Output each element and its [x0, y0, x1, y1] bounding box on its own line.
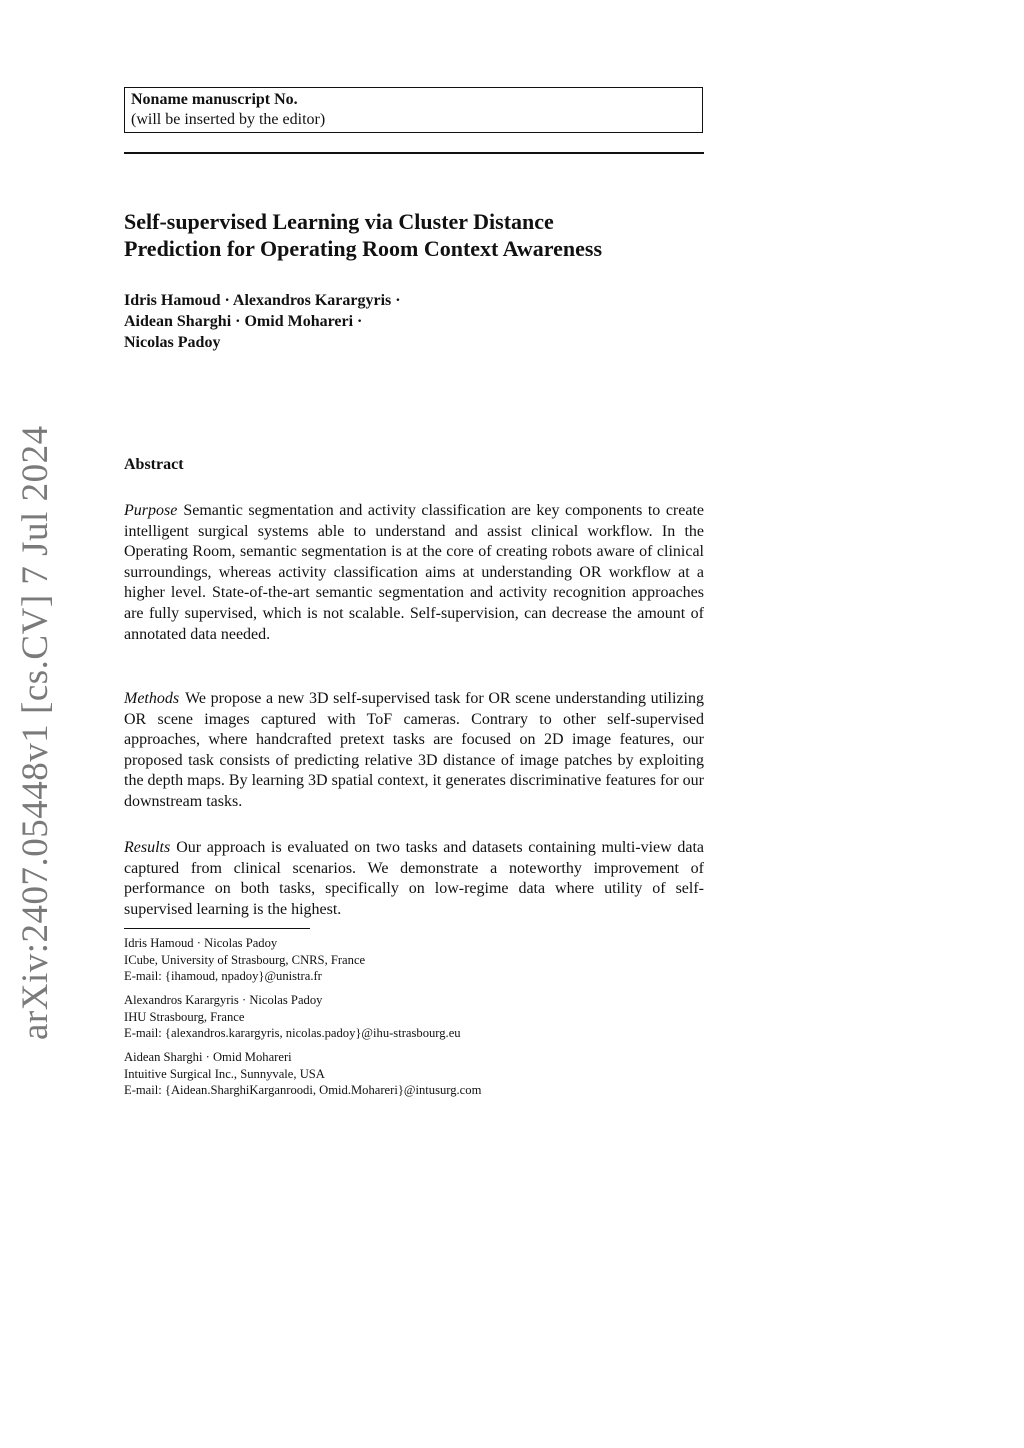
affiliation-names: Aidean Sharghi · Omid Mohareri	[124, 1050, 292, 1064]
affiliation-email: E-mail: {Aidean.SharghiKarganroodi, Omid.Mohareri}@intusurg.com	[124, 1083, 482, 1097]
purpose-text: Semantic segmentation and activity classification are key components to create intelligent surgical systems able to understand and assist clinical workflow. In the Operating Room, semantic segmentation is at the core of creating robots aware of clinical surroundings, whereas activity classification aims at understanding OR workflow at a higher level. State-of-the-art semantic segmentation and activity recognition approaches are fully supervised, which is not scalable. Self-supervision, can decrease the amount of annotated data needed.	[124, 502, 704, 643]
author-list	[124, 290, 401, 353]
manuscript-number-box	[124, 87, 703, 133]
results-label: Results	[124, 839, 171, 856]
manuscript-editor-note: (will be inserted by the editor)	[131, 111, 326, 128]
affiliation-block	[124, 1049, 481, 1099]
paper-title	[124, 208, 724, 262]
header-rule	[124, 152, 704, 154]
affiliation-email: E-mail: {alexandros.karargyris, nicolas.padoy}@ihu-strasbourg.eu	[124, 1026, 461, 1040]
affiliation-institution: IHU Strasbourg, France	[124, 1009, 245, 1024]
methods-label: Methods	[124, 690, 180, 707]
arxiv-identifier-stamp: arXiv:2407.05448v1 [cs.CV] 7 Jul 2024	[15, 425, 56, 1040]
title-line-1: Self-supervised Learning via Cluster Distance	[124, 209, 554, 234]
affiliation-institution: Intuitive Surgical Inc., Sunnyvale, USA	[124, 1066, 325, 1081]
abstract-methods-paragraph	[124, 689, 704, 813]
abstract-heading: Abstract	[124, 456, 184, 473]
affiliation-email: E-mail: {ihamoud, npadoy}@unistra.fr	[124, 969, 322, 983]
affiliation-block	[124, 992, 461, 1042]
footnote-rule	[124, 928, 310, 929]
purpose-label: Purpose	[124, 502, 178, 519]
authors-line-2: Aidean Sharghi · Omid Mohareri ·	[124, 313, 363, 330]
methods-text: We propose a new 3D self-supervised task for OR scene understanding utilizing OR scene images captured with ToF cameras. Contrary to other self-supervised approaches, where handcrafted pretext tasks are focused on 2D image features, our proposed task consists of predicting relative 3D distance of image patches by exploiting the depth maps. By learning 3D spatial context, it generates discriminative features for our downstream tasks.	[124, 690, 704, 810]
authors-line-3: Nicolas Padoy	[124, 334, 221, 351]
results-text: Our approach is evaluated on two tasks and datasets containing multi-view data captured from clinical scenarios. We demonstrate a noteworthy improvement of performance on both tasks, specifically on low-regime data where utility of self-supervised learning is the highest.	[124, 839, 704, 918]
authors-line-1: Idris Hamoud · Alexandros Karargyris ·	[124, 292, 401, 309]
affiliation-institution: ICube, University of Strasbourg, CNRS, France	[124, 952, 366, 967]
title-line-2: Prediction for Operating Room Context Awareness	[124, 236, 603, 261]
manuscript-label: Noname manuscript No.	[131, 91, 298, 108]
abstract-results-paragraph	[124, 838, 704, 920]
affiliation-block	[124, 935, 365, 985]
abstract-purpose-paragraph	[124, 501, 704, 645]
affiliation-names: Alexandros Karargyris · Nicolas Padoy	[124, 993, 323, 1007]
affiliation-names: Idris Hamoud · Nicolas Padoy	[124, 936, 278, 950]
